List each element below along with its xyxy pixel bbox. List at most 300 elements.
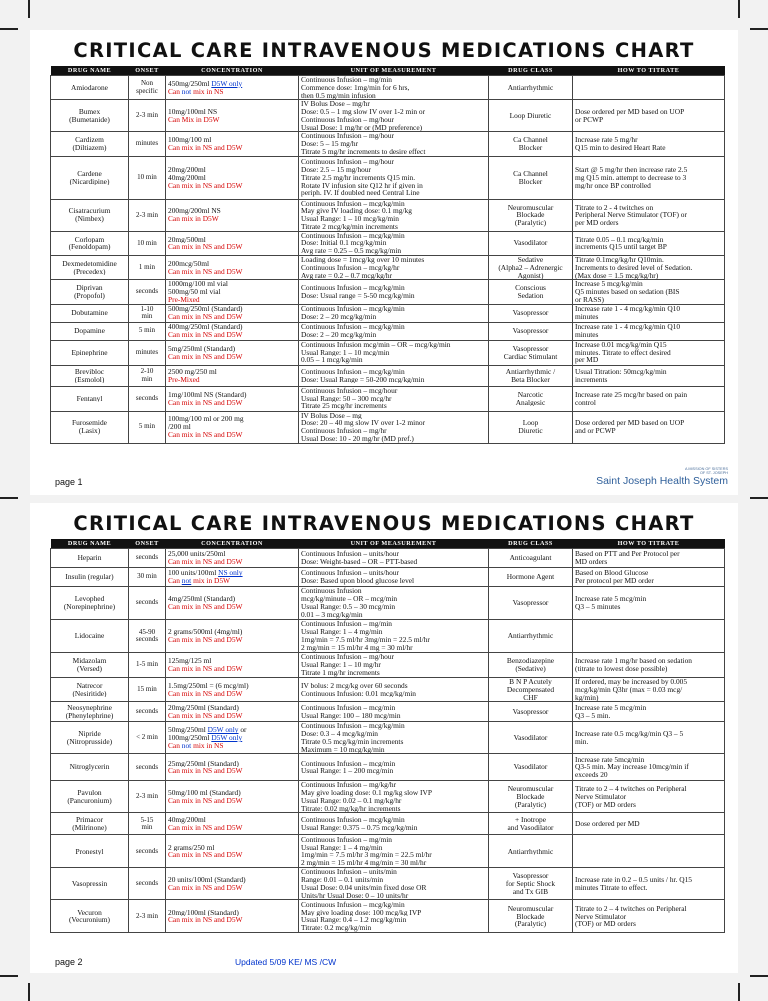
titrate-cell-line: Increase 0.01 mcg/kg/min Q15 xyxy=(575,340,667,349)
concentration-text: 400mg/250ml (Standard) xyxy=(168,323,243,332)
onset-cell xyxy=(129,754,166,781)
drug-name-cell xyxy=(51,386,129,411)
concentration-line xyxy=(168,207,296,215)
mixing-note: mix in D5W xyxy=(191,577,231,585)
unit-cell xyxy=(299,722,489,754)
unit-cell-line: Dose: Based upon blood glucose level xyxy=(301,577,415,585)
onset-cell xyxy=(129,813,166,835)
table-row xyxy=(51,813,725,835)
onset-cell-line: 45-90 xyxy=(138,628,156,636)
titrate-cell xyxy=(573,549,725,568)
concentration-cell xyxy=(166,587,299,620)
drug-class-cell xyxy=(489,781,573,813)
unit-cell-line: Usual Range: 1 – 10 mcg/min xyxy=(301,348,390,357)
unit-cell-line: Continuous Infusion – mg/min xyxy=(301,76,392,84)
concentration-cell xyxy=(166,76,299,100)
unit-cell-line: Titrate 0.5 mcg/kg/min increments xyxy=(301,737,404,746)
unit-cell xyxy=(299,835,489,868)
mixing-note: Can xyxy=(168,577,182,585)
onset-cell xyxy=(129,620,166,653)
concentration-text: 2500 mg/250 ml xyxy=(168,367,217,376)
drug-class-cell-line: (Paralytic) xyxy=(514,800,547,809)
drug-class-cell xyxy=(489,411,573,443)
concentration-line xyxy=(168,182,296,190)
mixing-note: Can mix in NS and D5W xyxy=(168,267,243,276)
unit-cell-line: Units/hr Usual Dose: 0 – 10 units/hr xyxy=(301,891,409,900)
unit-cell-line: Range: 0.01 – 0.1 units/min xyxy=(301,876,384,884)
drug-class-cell-line: Vasodilator xyxy=(513,763,548,772)
unit-cell-line: Titrate: 0.2 mcg/kg/min xyxy=(301,924,372,933)
diluent-restriction: D5W only xyxy=(211,733,243,742)
onset-cell-line: min xyxy=(141,375,153,383)
col-header-onset: ONSET xyxy=(129,66,166,76)
drug-class-cell-line: Loop Diuretic xyxy=(509,111,552,120)
titrate-cell-line: Increase rate 0.5 mcg/kg/min Q3 – 5 xyxy=(575,730,684,738)
onset-cell xyxy=(129,76,166,100)
unit-cell xyxy=(299,900,489,933)
concentration-cell xyxy=(166,340,299,365)
onset-cell xyxy=(129,702,166,722)
unit-cell-line: Usual Range: 1 – 10 mg/hr xyxy=(301,661,381,669)
concentration-text: 20mg/100ml (Standard) xyxy=(168,908,239,917)
titrate-cell-line: min. xyxy=(575,737,589,746)
unit-cell-line: Dose: Usual range = 5-50 mcg/kg/min xyxy=(301,291,415,300)
page-label: page 1 xyxy=(55,477,83,487)
drug-name-cell-line: Corlopam xyxy=(74,235,105,244)
col-header-onset: ONSET xyxy=(129,539,166,549)
unit-cell-line: Titrate 25 mcg/hr increments xyxy=(301,402,387,411)
concentration-line xyxy=(168,116,296,124)
onset-cell-line: 2-3 min xyxy=(136,793,158,801)
concentration-text: 2 grams/500ml (4mg/ml) xyxy=(168,628,243,636)
unit-cell-line: Usual Range: 0.5 – 30 mcg/min xyxy=(301,603,396,611)
unit-cell-line: Dose: Usual Range = 50-200 mcg/kg/min xyxy=(301,375,425,384)
unit-cell-line: 1mg/min = 7.5 ml/hr 3 mg/min = 22.5 ml/hr xyxy=(301,851,432,860)
unit-cell-line: IV Bolus Dose – mg/hr xyxy=(301,100,370,109)
onset-cell xyxy=(129,781,166,813)
concentration-cell xyxy=(166,256,299,280)
titrate-cell xyxy=(573,568,725,587)
concentration-cell xyxy=(166,100,299,132)
concentration-line xyxy=(168,243,296,251)
drug-class-cell-line: and Vasodilator xyxy=(507,823,554,832)
titrate-cell-line: Titrate 0.05 – 0.1 mcg/kg/min xyxy=(575,235,664,244)
concentration-line xyxy=(168,682,296,690)
concentration-text: or xyxy=(238,726,247,734)
unit-cell-line: Continuous Infusion – mcg/kg/min xyxy=(301,305,405,314)
unit-cell-line: IV Bolus Dose – mg xyxy=(301,411,362,420)
concentration-text: 50mg/250ml xyxy=(168,726,208,734)
mixing-note: Can mix in D5W xyxy=(168,215,219,223)
drug-name-cell-line: (Propofol) xyxy=(74,291,105,300)
titrate-cell-line: increments Q15 until target BP xyxy=(575,243,667,252)
unit-cell-line: Usual Range: 1 – 4 mg/min xyxy=(301,843,383,852)
drug-name-cell-line: Insulin (regular) xyxy=(65,573,114,581)
onset-cell-line: seconds xyxy=(135,394,159,402)
titrate-cell-line: Based on PTT and Per Protocol per xyxy=(575,550,680,558)
titrate-cell-line: minutes. Titrate to effect desired xyxy=(575,348,671,357)
table-row xyxy=(51,702,725,722)
concentration-text: 25,000 units/250ml xyxy=(168,550,226,558)
drug-class-cell-line: (Paralytic) xyxy=(514,920,547,929)
unit-cell-line: Continuous Infusion – mg/hr xyxy=(301,427,387,435)
concentration-line xyxy=(168,288,296,296)
drug-name-cell-line: Epinephrine xyxy=(71,348,108,357)
drug-class-cell-line: Ca Channel xyxy=(513,136,548,144)
titrate-cell-line: Based on Blood Glucose xyxy=(575,569,649,577)
drug-class-cell xyxy=(489,900,573,933)
titrate-cell-line: Dose ordered per MD based on UOP xyxy=(575,108,685,116)
crop-mark xyxy=(28,0,30,18)
diluent-restriction: D5W only xyxy=(211,79,243,88)
concentration-line xyxy=(168,916,296,924)
drug-name-cell xyxy=(51,653,129,678)
onset-cell-line: seconds xyxy=(135,847,159,855)
drug-name-cell-line: Cardene xyxy=(77,169,102,178)
unit-cell-line: Dose: Weight-based – OR – PTT-based xyxy=(301,558,418,566)
unit-cell-line: Continuous Infusion – mcg/kg/min xyxy=(301,722,405,731)
concentration-text: 20 units/100ml (Standard) xyxy=(168,876,246,884)
concentration-line xyxy=(168,268,296,276)
table-row xyxy=(51,568,725,587)
unit-cell-line: Rotate IV infusion site Q12 hr if given in xyxy=(301,181,423,190)
drug-name-cell-line: Levophed xyxy=(74,595,105,603)
drug-class-cell xyxy=(489,340,573,365)
medications-table xyxy=(50,539,725,933)
unit-cell xyxy=(299,754,489,781)
drug-class-cell-line: Hormone Agent xyxy=(506,573,555,581)
concentration-text: 40mg/200ml xyxy=(168,173,206,182)
drug-class-cell-line: Antiarrhythmic xyxy=(507,632,554,640)
titrate-cell-line: Start @ 5 mg/hr then increase rate 2.5 xyxy=(575,166,688,174)
drug-name-cell xyxy=(51,702,129,722)
concentration-line xyxy=(168,415,296,423)
table-row xyxy=(51,835,725,868)
drug-name-cell-line: (Nesiritide) xyxy=(72,689,107,698)
unit-cell xyxy=(299,365,489,386)
unit-cell-line: Continuous Infusion – mcg/kg/min xyxy=(301,367,405,376)
concentration-text: 200mg/200ml NS xyxy=(168,207,221,216)
unit-cell-line: Usual Range: 0.4 – 1.2 mcg/kg/min xyxy=(301,916,407,925)
titrate-cell-line: Nerve Stimulator xyxy=(575,912,627,921)
drug-name-cell-line: (Nitroprusside) xyxy=(66,737,113,746)
titrate-cell-line: Q3 – 5 minutes xyxy=(575,603,621,611)
onset-cell-line: 5 min xyxy=(138,423,156,431)
drug-name-cell xyxy=(51,76,129,100)
drug-name-cell-line: Dobutamine xyxy=(71,309,108,317)
drug-class-cell-line: Conscious xyxy=(515,284,546,292)
titrate-cell xyxy=(573,587,725,620)
drug-class-cell-line: Sedation xyxy=(517,291,544,300)
drug-class-cell-line: CHF xyxy=(523,693,538,702)
diluent-restriction: not xyxy=(181,87,192,96)
col-header-concentration: CONCENTRATION xyxy=(166,539,299,549)
concentration-line xyxy=(168,816,296,824)
unit-cell xyxy=(299,653,489,678)
concentration-text: 100mg/250ml xyxy=(168,733,212,742)
drug-class-cell xyxy=(489,231,573,255)
drug-class-cell-line: Neuromuscular xyxy=(507,785,554,793)
drug-name-cell xyxy=(51,280,129,304)
concentration-cell xyxy=(166,868,299,900)
table-row xyxy=(51,754,725,781)
drug-name-cell xyxy=(51,781,129,813)
concentration-cell xyxy=(166,411,299,443)
drug-name-cell-line: Primacor xyxy=(75,816,104,824)
table-row xyxy=(51,322,725,340)
onset-cell-line: 10 min xyxy=(137,173,157,181)
concentration-text: 2 grams/250 ml xyxy=(168,843,215,852)
onset-cell-line: seconds xyxy=(135,288,159,296)
mixing-note: Can mix in NS and D5W xyxy=(168,431,243,439)
unit-cell-line: Continuous Infusion – mg/hour xyxy=(301,115,394,124)
drug-name-cell xyxy=(51,100,129,132)
onset-cell-line: 2-10 xyxy=(140,368,154,376)
diluent-restriction: not xyxy=(181,577,192,585)
onset-cell xyxy=(129,199,166,231)
titrate-cell-line: mg/hr once BP controlled xyxy=(575,181,651,190)
drug-name-cell-line: Midazolam xyxy=(72,657,107,665)
diluent-restriction: D5W only xyxy=(207,726,239,734)
unit-cell-line: May give IV loading dose: 0.1 mg/kg xyxy=(301,207,412,216)
onset-cell-line: 5-15 xyxy=(140,816,154,824)
table-row xyxy=(51,256,725,280)
titrate-cell-line: minutes xyxy=(575,331,599,339)
drug-name-cell xyxy=(51,156,129,199)
concentration-text: 20mg/500ml xyxy=(168,235,206,244)
onset-cell xyxy=(129,868,166,900)
titrate-cell-line: Increase rate 5 mcg/min xyxy=(575,704,647,712)
drug-class-cell-line: Anticoagulant xyxy=(509,554,552,562)
drug-name-cell-line: (Versed) xyxy=(76,665,103,673)
drug-class-cell-line: Blockade xyxy=(516,793,545,801)
onset-cell-line: minutes xyxy=(135,348,159,356)
onset-cell-line: min xyxy=(141,313,153,321)
drug-name-cell-line: Bumex xyxy=(78,108,101,116)
drug-name-cell-line: Amiodarone xyxy=(71,83,108,92)
unit-cell-line: Continuous Infusion – mcg/kg/min xyxy=(301,199,405,208)
mixing-note: Can mix in NS and D5W xyxy=(168,181,243,190)
unit-cell-line: Titrate: 0.02 mg/kg/hr increments xyxy=(301,804,401,813)
concentration-line xyxy=(168,215,296,223)
table-row xyxy=(51,620,725,653)
titrate-cell-line: or PCWP xyxy=(575,115,604,124)
unit-cell-line: Continuous Infusion – mcg/kg/min xyxy=(301,284,405,292)
titrate-cell xyxy=(573,781,725,813)
drug-class-cell xyxy=(489,653,573,678)
concentration-cell xyxy=(166,304,299,322)
drug-name-cell xyxy=(51,835,129,868)
drug-name-cell xyxy=(51,549,129,568)
crop-mark xyxy=(28,983,30,1001)
concentration-line xyxy=(168,657,296,665)
drug-class-cell-line: for Septic Shock xyxy=(505,880,556,888)
titrate-cell-line: Increase rate 5 mg/hr xyxy=(575,136,638,144)
titrate-cell xyxy=(573,304,725,322)
unit-cell xyxy=(299,813,489,835)
unit-cell-line: Usual Range: 1 – 200 mcg/min xyxy=(301,767,394,776)
drug-class-cell-line: Vasopressor xyxy=(512,707,549,716)
drug-class-cell-line: Agonist) xyxy=(517,271,544,280)
drug-class-cell xyxy=(489,568,573,587)
page-title: CRITICAL CARE INTRAVENOUS MEDICATIONS CHART xyxy=(73,39,695,62)
table-row xyxy=(51,280,725,304)
concentration-text: 500mg/250ml (Standard) xyxy=(168,305,243,314)
drug-class-cell xyxy=(489,280,573,304)
concentration-line xyxy=(168,236,296,244)
drug-class-cell xyxy=(489,76,573,100)
titrate-cell-line: and or PCWP xyxy=(575,427,616,435)
unit-cell-line: Continuous Infusion: 0.01 mcg/kg/min xyxy=(301,689,416,698)
onset-cell-line: min xyxy=(141,823,153,831)
drug-class-cell-line: Sedative xyxy=(517,256,544,264)
drug-name-cell-line: Brevibloc xyxy=(74,367,105,376)
col-header-unit: UNIT OF MEASUREMENT xyxy=(299,539,489,549)
drug-class-cell-line: Vasodilator xyxy=(513,239,548,248)
mixing-note: Can mix in NS and D5W xyxy=(168,313,243,321)
drug-class-cell xyxy=(489,722,573,754)
table-row xyxy=(51,653,725,678)
onset-cell-line: seconds xyxy=(135,636,159,643)
unit-cell-line: Dose: 2.5 – 15 mg/hour xyxy=(301,166,372,174)
titrate-cell-line: (TOF) or MD orders xyxy=(575,920,636,929)
table-row xyxy=(51,100,725,132)
concentration-line xyxy=(168,844,296,852)
unit-cell-line: Titrate 2 mcg/kg/min increments xyxy=(301,222,398,231)
drug-name-cell-line: (Nimbex) xyxy=(75,215,104,223)
drug-class-cell xyxy=(489,322,573,340)
drug-class-cell-line: Ca Channel xyxy=(513,169,548,178)
concentration-line xyxy=(168,391,296,399)
onset-cell xyxy=(129,835,166,868)
concentration-line xyxy=(168,550,296,558)
updated-note: Updated 5/09 KE/ MS /CW xyxy=(235,957,337,967)
concentration-line xyxy=(168,260,296,268)
unit-cell xyxy=(299,587,489,620)
unit-cell xyxy=(299,568,489,587)
titrate-cell-line: Nerve Stimulator xyxy=(575,793,627,801)
drug-class-cell-line: Vasopressor xyxy=(512,327,549,335)
drug-class-cell xyxy=(489,199,573,231)
drug-class-cell xyxy=(489,813,573,835)
onset-cell xyxy=(129,386,166,411)
drug-name-cell-line: (Bumetanide) xyxy=(69,115,110,124)
mixing-note: Can mix in NS and D5W xyxy=(168,851,243,860)
unit-cell-line: May give loading dose: 0.1 mg/kg slow IVP xyxy=(301,789,432,797)
concentration-text: 5mg/250ml (Standard) xyxy=(168,344,236,353)
concentration-line xyxy=(168,603,296,611)
table-row xyxy=(51,76,725,100)
concentration-line xyxy=(168,313,296,321)
concentration-text: 25mg/250ml (Standard) xyxy=(168,759,239,768)
diluent-restriction: NS only xyxy=(218,569,243,577)
concentration-text: 125mg/125 ml xyxy=(168,657,212,665)
concentration-line xyxy=(168,712,296,720)
drug-name-cell xyxy=(51,340,129,365)
unit-cell-line: Continuous Infusion – mcg/kg/min xyxy=(301,900,405,909)
onset-cell-line: 1-5 min xyxy=(136,661,158,669)
concentration-line xyxy=(168,797,296,805)
onset-cell xyxy=(129,231,166,255)
drug-name-cell-line: Natrecor xyxy=(76,681,103,690)
drug-class-cell-line: Vasodilator xyxy=(513,733,548,742)
drug-class-cell xyxy=(489,386,573,411)
drug-class-cell xyxy=(489,100,573,132)
concentration-cell xyxy=(166,620,299,653)
onset-cell xyxy=(129,322,166,340)
concentration-line xyxy=(168,760,296,768)
concentration-line xyxy=(168,690,296,698)
drug-name-cell-line: (Phenylephrine) xyxy=(65,711,114,720)
onset-cell xyxy=(129,280,166,304)
mixing-note: mix in NS xyxy=(191,87,224,96)
unit-cell-line: Loading dose = 1mcg/kg over 10 minutes xyxy=(301,256,425,264)
unit-cell-line: Dose: 5 – 15 mg/hr xyxy=(301,140,359,148)
unit-cell-line: Continuous Infusion – mcg/kg/min xyxy=(301,231,405,240)
unit-cell-line: May give loading dose: 100 mcg/kg IVP xyxy=(301,908,422,917)
mixing-note: Can mix in NS and D5W xyxy=(168,558,243,566)
concentration-cell xyxy=(166,653,299,678)
titrate-cell xyxy=(573,132,725,156)
table-row xyxy=(51,340,725,365)
mixing-note: Can mix in NS and D5W xyxy=(168,398,243,407)
mixing-note: Can mix in NS and D5W xyxy=(168,144,243,152)
crop-mark xyxy=(750,28,768,30)
drug-class-cell xyxy=(489,256,573,280)
unit-cell-line: Usual Range: 1 – 10 mcg/kg/min xyxy=(301,215,399,223)
titrate-cell-line: mg Q15 min. attempt to decrease to 3 xyxy=(575,173,687,182)
col-header-drug-class: DRUG CLASS xyxy=(489,539,573,549)
drug-name-cell-line: Heparin xyxy=(77,554,102,562)
concentration-cell xyxy=(166,365,299,386)
titrate-cell-line: control xyxy=(575,398,596,407)
unit-cell-line: Continuous Infusion – mg/hour xyxy=(301,653,394,662)
table-row xyxy=(51,304,725,322)
drug-name-cell xyxy=(51,365,129,386)
unit-cell xyxy=(299,620,489,653)
drug-name-cell-line: Diprivan xyxy=(76,284,103,292)
titrate-cell xyxy=(573,411,725,443)
titrate-cell xyxy=(573,386,725,411)
concentration-text: 100mg/100 ml xyxy=(168,136,212,144)
onset-cell xyxy=(129,156,166,199)
drug-class-cell-line: Diuretic xyxy=(518,427,543,435)
chart-page-2 xyxy=(30,503,738,973)
drug-class-cell xyxy=(489,132,573,156)
drug-name-cell xyxy=(51,256,129,280)
concentration-cell xyxy=(166,199,299,231)
drug-name-cell xyxy=(51,568,129,587)
onset-cell xyxy=(129,411,166,443)
titrate-cell-line: kg/min) xyxy=(575,693,599,702)
titrate-cell-line: (titrate to lowest dose possible) xyxy=(575,665,668,673)
titrate-cell xyxy=(573,702,725,722)
titrate-cell-line: Q15 min to desired Heart Rate xyxy=(575,144,666,152)
unit-cell xyxy=(299,678,489,702)
mixing-note: Can mix in NS and D5W xyxy=(168,636,243,644)
drug-class-cell xyxy=(489,754,573,781)
concentration-cell xyxy=(166,702,299,722)
onset-cell xyxy=(129,549,166,568)
drug-name-cell-line: Pronestyl xyxy=(75,847,104,856)
drug-class-cell xyxy=(489,156,573,199)
unit-cell-line: Dose: 2 – 20 mcg/kg/min xyxy=(301,313,377,321)
logo xyxy=(596,467,728,487)
unit-cell xyxy=(299,280,489,304)
concentration-cell xyxy=(166,132,299,156)
titrate-cell-line: Increments to desired level of Sedation. xyxy=(575,263,693,272)
concentration-line xyxy=(168,569,296,577)
